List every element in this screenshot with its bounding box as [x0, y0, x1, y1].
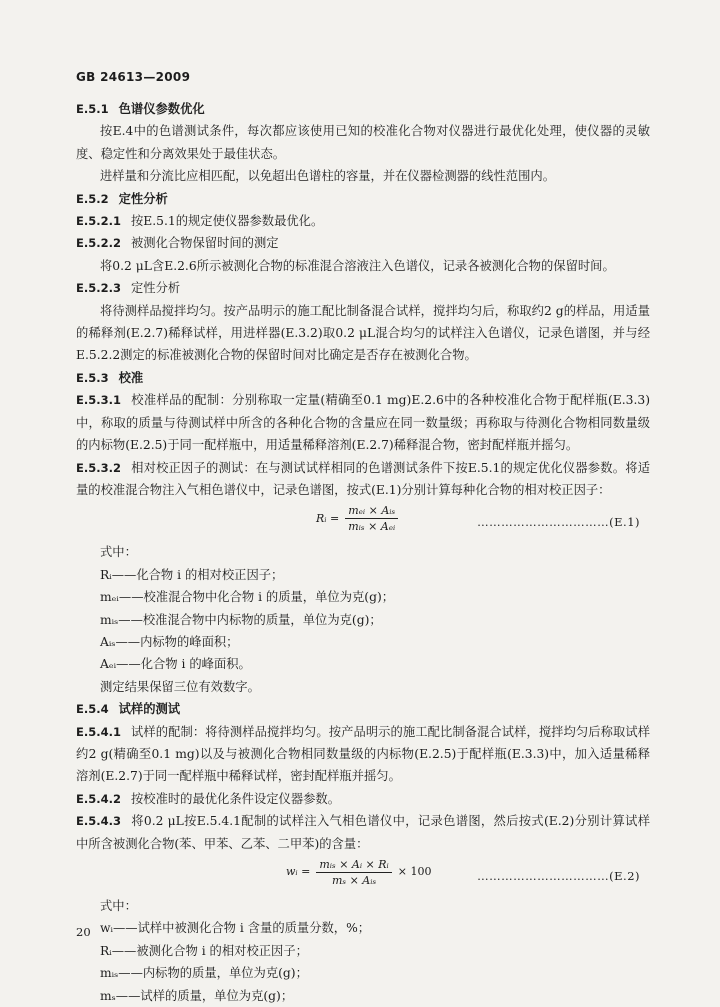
- heading-e52: E.5.2 定性分析: [76, 190, 168, 206]
- equation-e1-denominator: mᵢₛ × Aₑᵢ: [348, 520, 396, 534]
- where-intro-2: 式中：: [100, 899, 137, 913]
- equation-e2-lhs: wᵢ =: [286, 865, 311, 879]
- variable-def: wᵢ——试样中被测化合物 i 含量的质量分数，%；: [100, 921, 371, 936]
- result-note: 测定结果保留三位有效数字。: [100, 679, 260, 694]
- clause-e522: E.5.2.2 被测化合物保留时间的测定: [76, 236, 279, 251]
- clause-e543: E.5.4.3 将0.2 μL按E.5.4.1配制的试样注入气相色谱仪中，记录色谱图，然后按式(E.2)分别计算试样中所含被测化合物(苯、甲苯、乙苯、二甲苯)的含量：: [76, 814, 650, 851]
- clause-e542: E.5.4.2 按校准时的最优化条件设定仪器参数。: [76, 791, 341, 806]
- variable-def: Rᵢ——化合物 i 的相对校正因子；: [100, 567, 284, 582]
- document-body: [76, 98, 650, 1007]
- equation-e2-multiplier: × 100: [397, 865, 432, 879]
- variable-def: mₛ——试样的质量，单位为克(g)；: [100, 988, 294, 1003]
- variable-def: mᵢₛ——内标物的质量，单位为克(g)；: [100, 966, 308, 981]
- equation-e1-numerator: mₑᵢ × Aᵢₛ: [345, 503, 398, 519]
- paragraph-e522: 将0.2 μL含E.2.6所示被测化合物的标准混合溶液注入色谱仪，记录各被测化合物的保留时间。: [100, 258, 615, 273]
- clause-e521: E.5.2.1 按E.5.1的规定使仪器参数最优化。: [76, 214, 324, 229]
- equation-e1: [76, 501, 650, 541]
- clause-e531: E.5.3.1 校准样品的配制：分别称取一定量(精确至0.1 mg)E.2.6中的各种校准化合物于配样瓶(E.3.3)中，称取的质量与待测试样中所含的各种化合物的含量应在同一数量级；再称取与待测化合物相同数量级的内标物(E.2.5)于同一配样瓶中，用适量稀释溶剂(E.2.7)稀释混合物，密封配样瓶并摇匀。: [76, 393, 650, 453]
- variable-def: Aₑᵢ——化合物 i 的峰面积。: [100, 657, 251, 672]
- paragraph-e51-2: 进样量和分流比应相匹配，以免超出色谱柱的容量，并在仪器检测器的线性范围内。: [100, 169, 555, 184]
- equation-e2-numerator: mᵢₛ × Aᵢ × Rᵢ: [316, 857, 391, 873]
- clause-e532: E.5.3.2 相对校正因子的测试：在与测试试样相同的色谱测试条件下按E.5.1的规定优化仪器参数。将适量的校准混合物注入气相色谱仪中，记录色谱图，按式(E.1)分别计算每种化合物的相对校正因子：: [76, 460, 650, 497]
- heading-e51: E.5.1 色谱仪参数优化: [76, 101, 205, 116]
- where-intro-1: 式中：: [100, 545, 137, 560]
- equation-e2-denominator: mₛ × Aᵢₛ: [331, 874, 377, 887]
- standard-code-header: GB 24613—2009: [76, 70, 191, 84]
- variable-def: Aᵢₛ——内标物的峰面积；: [100, 634, 239, 649]
- variable-def: mᵢₛ——校准混合物中内标物的质量，单位为克(g)；: [100, 612, 382, 627]
- variable-def: mₑᵢ——校准混合物中化合物 i 的质量，单位为克(g)；: [100, 590, 395, 605]
- clause-e541: E.5.4.1 试样的配制：将待测样品搅拌均匀。按产品明示的施工配比制备混合试样，搅拌均匀后称取试样约2 g(精确至0.1 mg)以及与被测化合物相同数量级的内标物(E.2.5)于配样瓶(E.3.3)中，加入适量稀释溶剂(E.2.7)于同一配样瓶中稀释试样，密封配样瓶并摇匀。: [76, 724, 650, 784]
- paragraph-e51-1: 按E.4中的色谱测试条件，每次都应该使用已知的校准化合物对仪器进行最优化处理，使仪器的灵敏度、稳定性和分离效果处于最佳状态。: [76, 124, 650, 161]
- page-number: 20: [76, 925, 91, 939]
- variable-def: Rᵢ——被测化合物 i 的相对校正因子；: [100, 943, 308, 958]
- heading-e53: E.5.3 校准: [76, 369, 144, 385]
- equation-e1-lhs: Rᵢ =: [316, 511, 340, 525]
- clause-e523: E.5.2.3 定性分析: [76, 281, 181, 296]
- heading-e54: E.5.4 试样的测试: [76, 701, 181, 717]
- equation-e2: [76, 855, 650, 895]
- equation-e2-label: ……………………………(E.2): [477, 869, 640, 883]
- equation-e1-label: ……………………………(E.1): [477, 515, 640, 530]
- paragraph-e523: 将待测样品搅拌均匀。按产品明示的施工配比制备混合试样，搅拌均匀后，称取约2 g的样品，用适量的稀释剂(E.2.7)稀释试样，用进样器(E.3.2)取0.2 μL混合均匀的试样注入色谱仪，记录色谱图，并与经E.5.2.2测定的标准被测化合物的保留时间对比确定是否存在被测化合物。: [76, 303, 650, 363]
